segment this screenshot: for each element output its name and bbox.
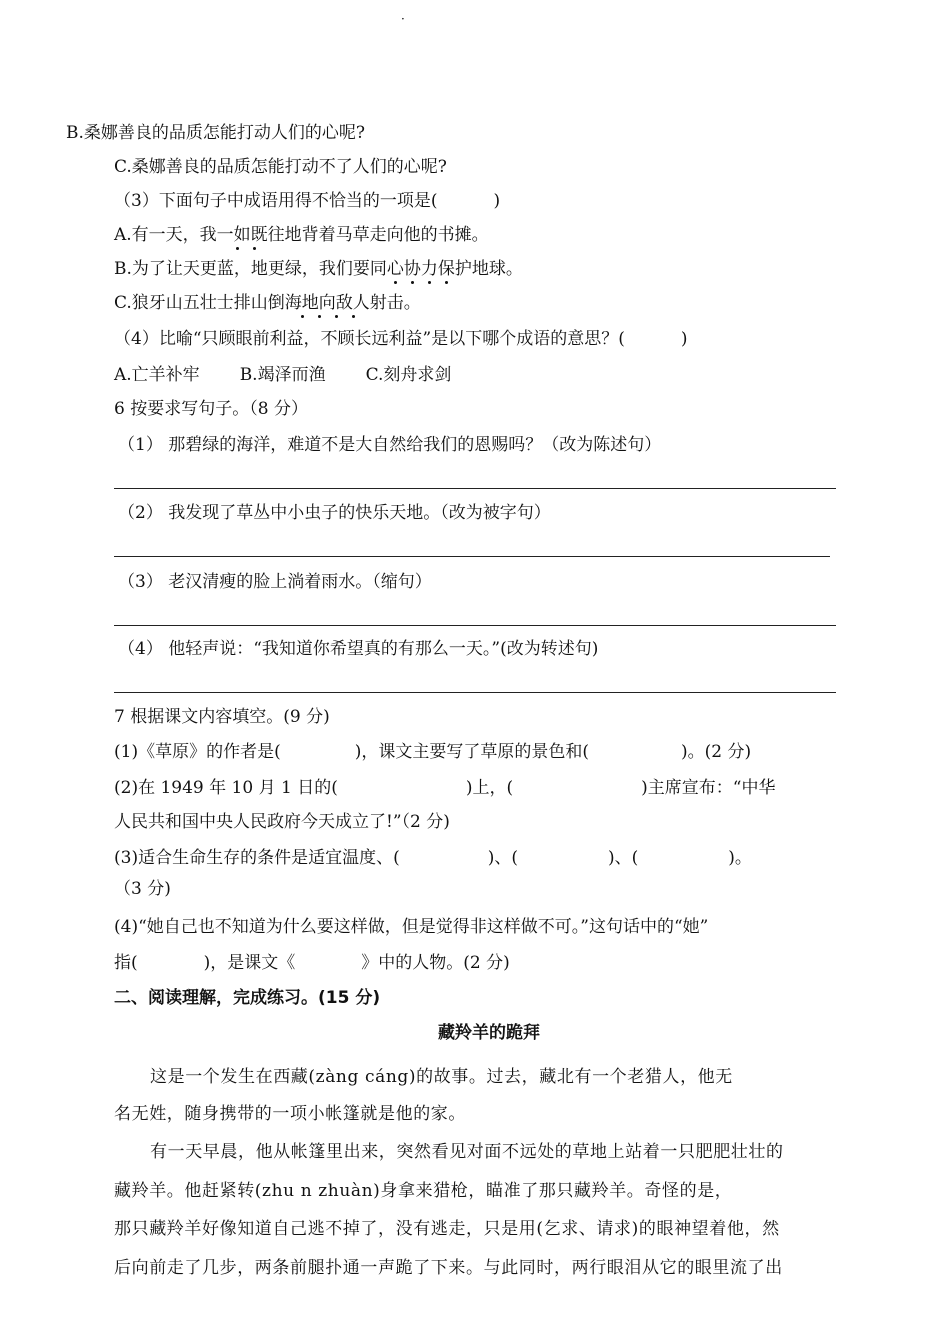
q6-item-2: （2） 我发现了草丛中小虫子的快乐天地。（改为被字句） bbox=[118, 503, 551, 523]
emphasis-dot bbox=[236, 247, 239, 250]
q7-l2-part: )上，( bbox=[465, 778, 514, 798]
passage-line: 后向前走了几步，两条前腿扑通一声跪了下来。与此同时，两行眼泪从它的眼里流了出 bbox=[114, 1258, 783, 1278]
q7-line-1 bbox=[114, 741, 751, 763]
q5-sub4-option-c: C.刻舟求剑 bbox=[365, 365, 452, 385]
q5-sub4-options bbox=[114, 364, 451, 386]
q7-l1-part: )，课文主要写了草原的景色和( bbox=[354, 742, 589, 762]
q7-l7-part: )，是课文《 bbox=[203, 953, 296, 973]
passage-title: 藏羚羊的跪拜 bbox=[438, 1023, 540, 1043]
q5-sub3-text: （3）下面句子中成语用得不恰当的一项是( bbox=[114, 191, 438, 211]
q7-l4-part: )、( bbox=[487, 848, 518, 868]
q7-l4-part: )、( bbox=[607, 848, 639, 868]
q5-sub4-option-a: A.亡羊补牢 bbox=[114, 365, 200, 385]
q7-l4-part: (3)适合生命生存的条件是适宜温度、( bbox=[114, 848, 400, 868]
q7-l2-part: (2)在 1949 年 10 月 1 日的( bbox=[114, 778, 338, 798]
emphasis-dot bbox=[428, 281, 431, 284]
q7-line-2 bbox=[114, 777, 775, 799]
q7-line-4 bbox=[114, 847, 752, 869]
header-mark: · bbox=[401, 12, 405, 26]
q5-option-c2: C.桑娜善良的品质怎能打动不了人们的心呢? bbox=[114, 157, 447, 177]
q5-sub3 bbox=[114, 190, 500, 212]
q7-l7-part: 》中的人物。(2 分) bbox=[361, 953, 510, 973]
q5-option-b2: B.桑娜善良的品质怎能打动人们的心呢? bbox=[66, 123, 366, 143]
q5-sub4-text: （4）比喻“只顾眼前利益，不顾长远利益”是以下哪个成语的意思？( bbox=[114, 329, 625, 349]
q5-sub3-option-b: B.为了让天更蓝，地更绿，我们要同心协力保护地球。 bbox=[114, 259, 523, 279]
emphasis-dot bbox=[253, 247, 256, 250]
answer-line[interactable] bbox=[114, 625, 836, 626]
emphasis-dot bbox=[411, 281, 414, 284]
q7-line-6: (4)“她自己也不知道为什么要这样做，但是觉得非这样做不可。”这句话中的“她” bbox=[114, 917, 709, 937]
q7-line-5: （3 分) bbox=[114, 879, 171, 899]
emphasis-dot bbox=[301, 315, 304, 318]
q7-title: 7 根据课文内容填空。(9 分) bbox=[114, 707, 330, 727]
q5-sub3-option-c: C.狼牙山五壮士排山倒海地向敌人射击。 bbox=[114, 293, 421, 313]
emphasis-dot bbox=[394, 281, 397, 284]
passage-line: 那只藏羚羊好像知道自己逃不掉了，没有逃走，只是用(乞求、请求)的眼神望着他，然 bbox=[114, 1219, 780, 1239]
q6-title: 6 按要求写句子。（8 分） bbox=[114, 399, 308, 419]
q6-item-1: （1） 那碧绿的海洋，难道不是大自然给我们的恩赐吗？（改为陈述句） bbox=[118, 435, 662, 455]
q7-l1-part: (1)《草原》的作者是( bbox=[114, 742, 281, 762]
answer-line[interactable] bbox=[114, 692, 836, 693]
emphasis-dot bbox=[318, 315, 321, 318]
emphasis-dot bbox=[445, 281, 448, 284]
passage-line: 有一天早晨，他从帐篷里出来，突然看见对面不远处的草地上站着一只肥肥壮壮的 bbox=[150, 1142, 784, 1162]
section-heading: 二、阅读理解，完成练习。(15 分) bbox=[114, 988, 381, 1008]
q5-sub3-close: ) bbox=[493, 191, 501, 211]
q7-l7-part: 指( bbox=[114, 953, 138, 973]
q6-item-4: （4） 他轻声说：“我知道你希望真的有那么一天。”(改为转述句) bbox=[118, 639, 599, 659]
answer-line[interactable] bbox=[114, 488, 836, 489]
emphasis-dot bbox=[352, 315, 355, 318]
passage-line: 这是一个发生在西藏(zàng cáng)的故事。过去，藏北有一个老猎人，他无 bbox=[150, 1067, 733, 1087]
q7-line-7 bbox=[114, 952, 510, 974]
q5-sub4-option-b: B.竭泽而渔 bbox=[239, 365, 326, 385]
q6-item-3: （3） 老汉清瘦的脸上淌着雨水。（缩句） bbox=[118, 572, 432, 592]
passage-line: 名无姓，随身携带的一项小帐篷就是他的家。 bbox=[114, 1104, 466, 1124]
passage-line: 藏羚羊。他赶紧转(zhu n zhuàn)身拿来猎枪，瞄准了那只藏羚羊。奇怪的是， bbox=[114, 1181, 733, 1201]
q7-l2-part: )主席宣布：“中华 bbox=[641, 778, 776, 798]
q7-l4-part: )。 bbox=[728, 848, 752, 868]
emphasis-dot bbox=[335, 315, 338, 318]
q7-l1-part: )。(2 分) bbox=[680, 742, 752, 762]
q5-sub3-option-a: A.有一天，我一如既往地背着马草走向他的书摊。 bbox=[114, 225, 489, 245]
q5-sub4-close: ) bbox=[680, 329, 688, 349]
q7-line-3: 人民共和国中央人民政府今天成立了!”（2 分) bbox=[114, 812, 450, 832]
answer-line[interactable] bbox=[114, 556, 830, 557]
q5-sub4 bbox=[114, 328, 687, 350]
